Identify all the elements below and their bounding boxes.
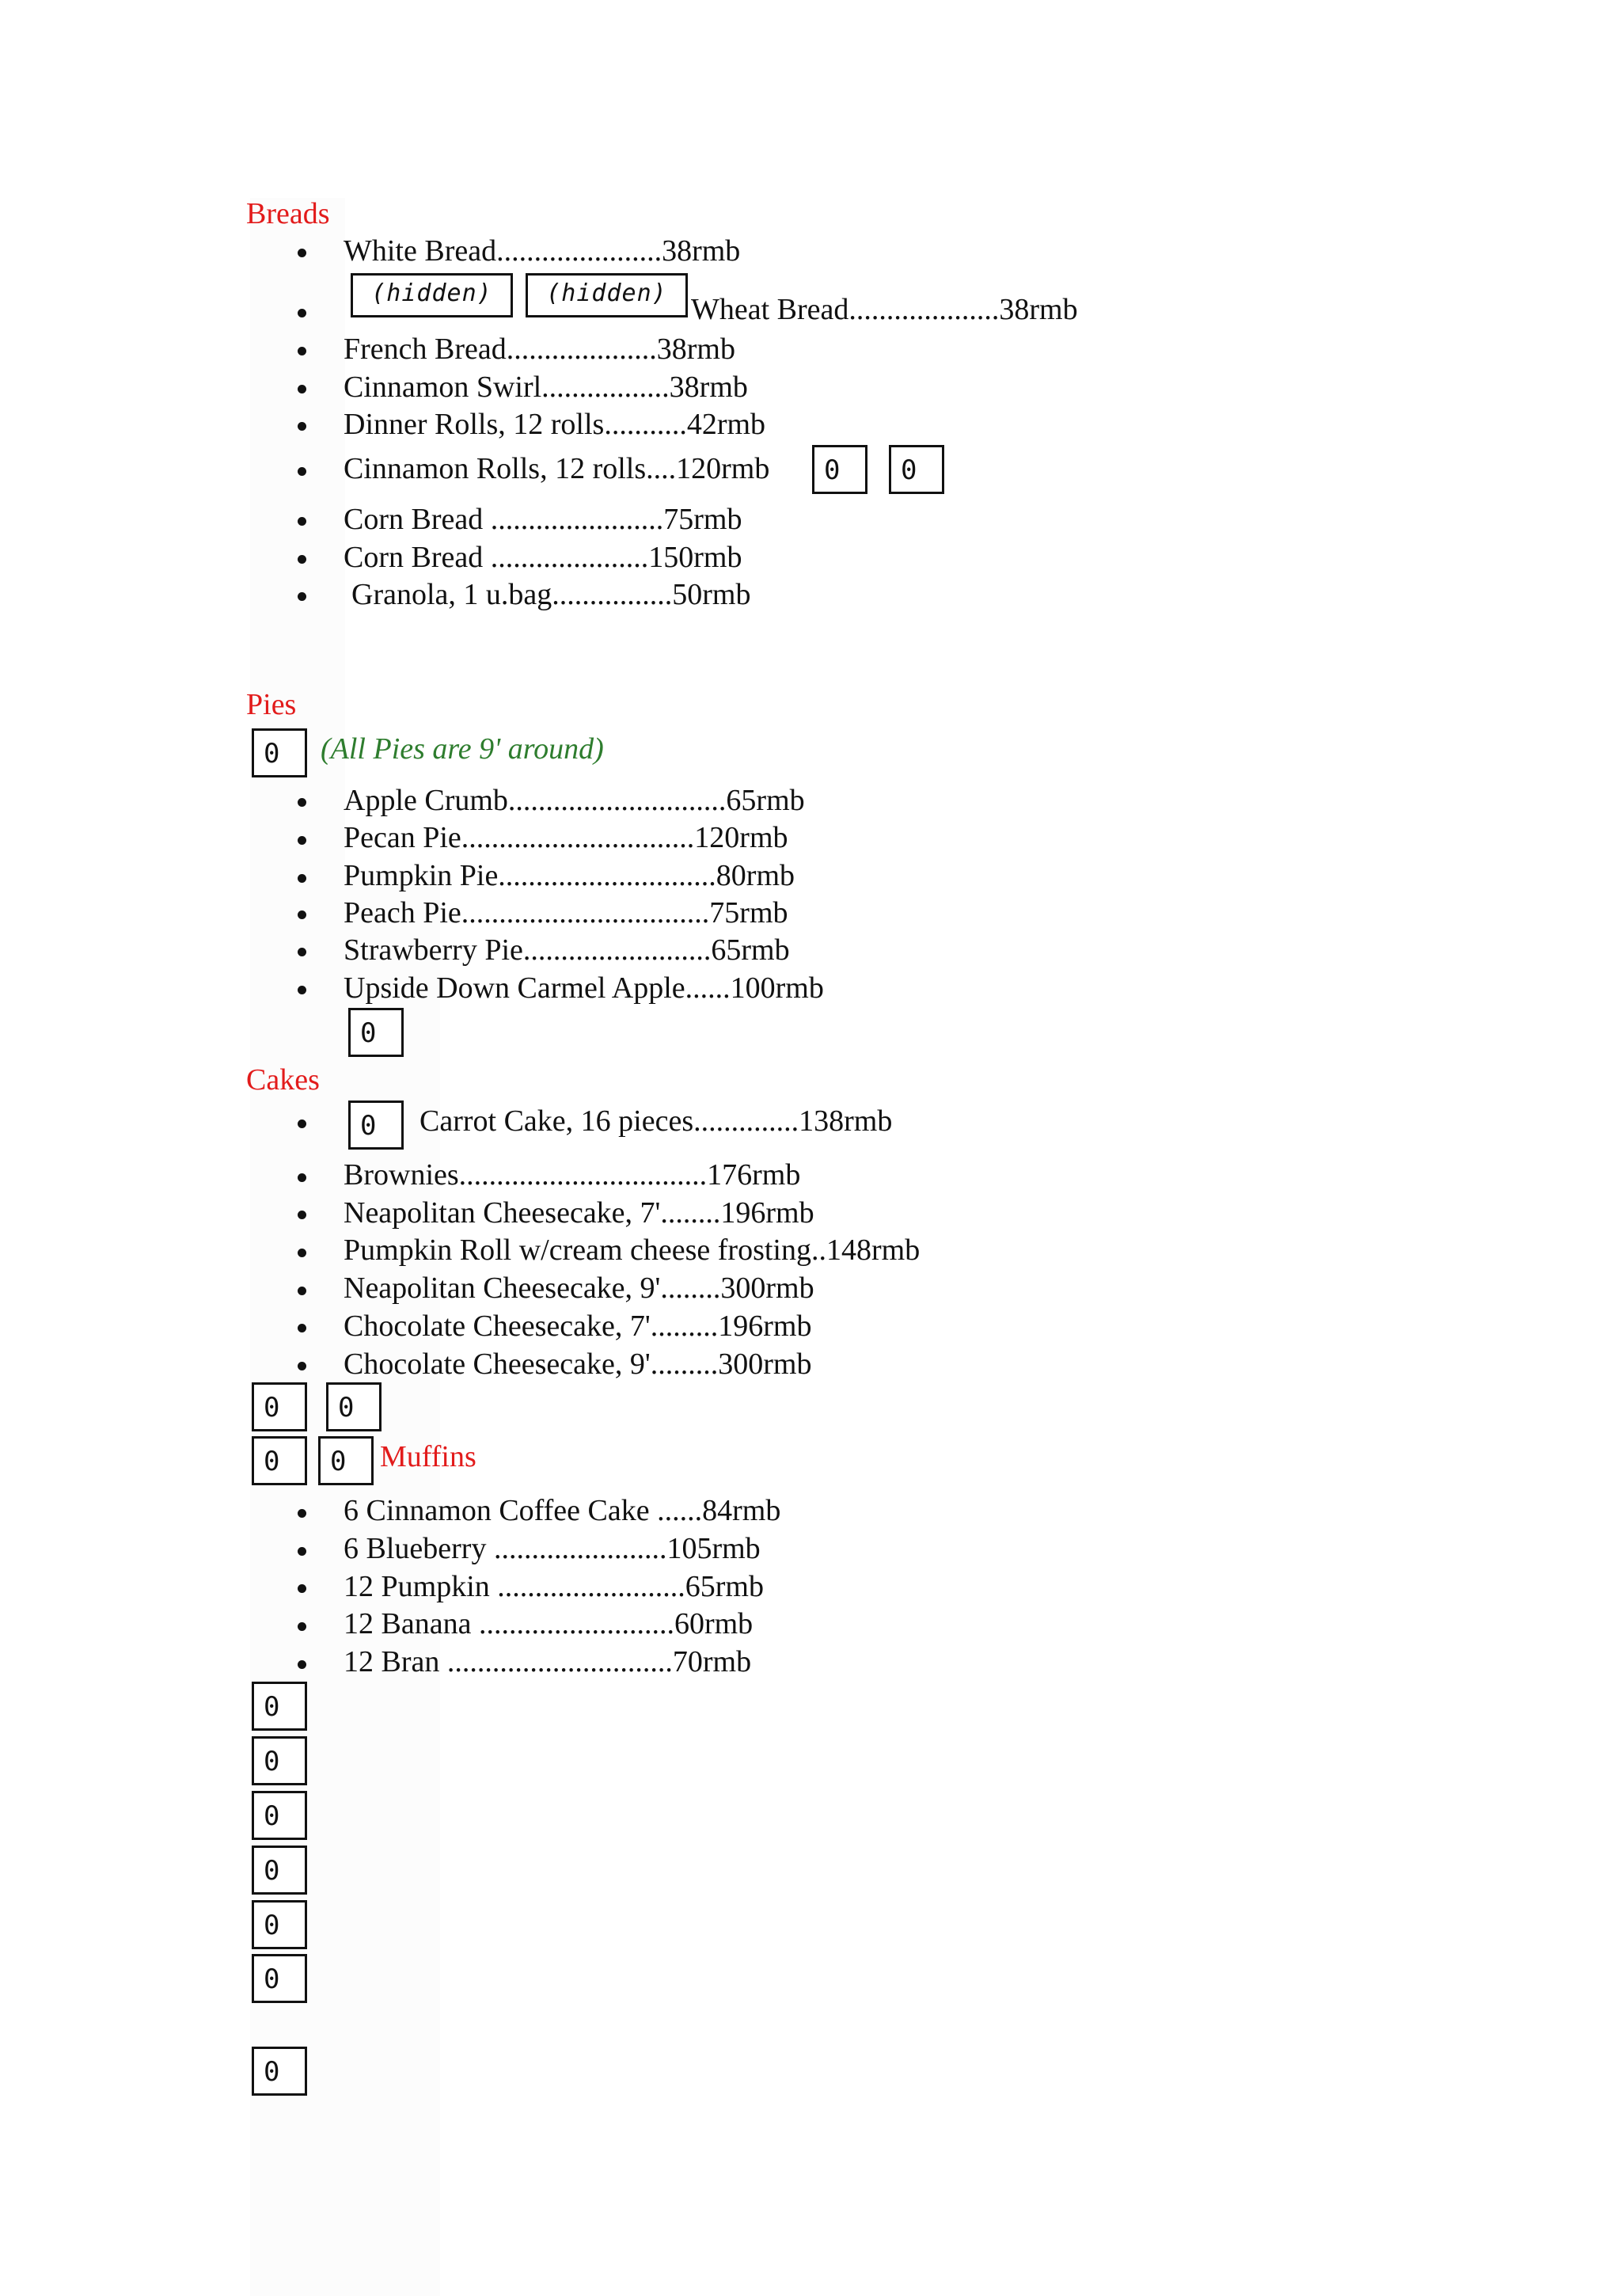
- bullet: [298, 517, 306, 526]
- bullet: [298, 347, 306, 355]
- pies-note: (All Pies are 9' around): [321, 732, 604, 766]
- muffin-item-cinnamon-coffee-cake: 6 Cinnamon Coffee Cake ......84rmb: [344, 1494, 781, 1527]
- bread-item-cinnamon-swirl: Cinnamon Swirl.................38rmb: [344, 371, 748, 404]
- muffin-item-pumpkin: 12 Pumpkin .........................65rmb: [344, 1570, 764, 1603]
- quantity-box[interactable]: 0: [348, 1008, 404, 1057]
- cake-item-neapolitan-7: Neapolitan Cheesecake, 7'........196rmb: [344, 1196, 814, 1230]
- bullet: [298, 309, 306, 317]
- muffin-item-blueberry: 6 Blueberry .......................105rmb: [344, 1532, 761, 1565]
- bread-item-white: White Bread......................38rmb: [344, 234, 741, 268]
- pie-item-strawberry: Strawberry Pie.........................65rmb: [344, 933, 790, 967]
- bullet: [298, 1547, 306, 1556]
- bullet: [298, 249, 306, 257]
- quantity-box[interactable]: 0: [812, 445, 867, 494]
- bread-item-wheat: Wheat Bread....................38rmb: [691, 293, 1078, 326]
- muffins-heading: Muffins: [380, 1440, 476, 1473]
- bullet: [298, 874, 306, 883]
- quantity-box[interactable]: 0: [889, 445, 944, 494]
- muffin-item-banana: 12 Banana ..........................60rmb: [344, 1607, 754, 1640]
- quantity-box[interactable]: 0: [252, 1846, 307, 1895]
- bullet: [298, 422, 306, 431]
- bullet: [298, 467, 306, 476]
- hidden-field[interactable]: (hidden): [351, 273, 513, 317]
- bullet: [298, 1509, 306, 1518]
- quantity-box[interactable]: 0: [252, 1736, 307, 1785]
- bullet: [298, 1324, 306, 1332]
- cake-item-brownies: Brownies.................................176rmb: [344, 1158, 801, 1192]
- bullet: [298, 1173, 306, 1182]
- quantity-box[interactable]: 0: [252, 1791, 307, 1840]
- quantity-box[interactable]: 0: [252, 1954, 307, 2003]
- bullet: [298, 385, 306, 393]
- pie-item-pecan: Pecan Pie...............................120rmb: [344, 821, 788, 854]
- bullet: [298, 1584, 306, 1593]
- bullet: [298, 1119, 306, 1128]
- bullet: [298, 592, 306, 601]
- pie-item-pumpkin: Pumpkin Pie.............................80rmb: [344, 859, 795, 892]
- bullet: [298, 1249, 306, 1257]
- bullet: [298, 1660, 306, 1669]
- quantity-box[interactable]: 0: [252, 1682, 307, 1731]
- hidden-field[interactable]: (hidden): [526, 273, 688, 317]
- bread-item-dinner-rolls: Dinner Rolls, 12 rolls...........42rmb: [344, 408, 766, 441]
- bread-item-french: French Bread....................38rmb: [344, 333, 735, 366]
- quantity-box[interactable]: 0: [318, 1436, 374, 1485]
- cakes-heading: Cakes: [246, 1063, 320, 1097]
- bullet: [298, 555, 306, 564]
- bullet: [298, 910, 306, 919]
- bullet: [298, 1622, 306, 1631]
- quantity-box[interactable]: 0: [326, 1382, 382, 1431]
- bullet: [298, 1211, 306, 1219]
- quantity-box[interactable]: 0: [252, 1382, 307, 1431]
- bullet: [298, 836, 306, 845]
- cake-item-chocolate-9: Chocolate Cheesecake, 9'.........300rmb: [344, 1348, 812, 1381]
- quantity-box[interactable]: 0: [252, 2047, 307, 2096]
- bullet: [298, 1287, 306, 1295]
- quantity-box[interactable]: 0: [252, 1900, 307, 1949]
- cake-item-carrot: Carrot Cake, 16 pieces..............138rmb: [419, 1104, 893, 1138]
- bread-item-cinnamon-rolls: Cinnamon Rolls, 12 rolls....120rmb: [344, 452, 770, 485]
- bullet: [298, 1362, 306, 1370]
- breads-heading: Breads: [246, 197, 330, 230]
- quantity-box[interactable]: 0: [252, 728, 307, 777]
- pie-item-peach: Peach Pie.................................75rmb: [344, 896, 788, 929]
- pies-heading: Pies: [246, 688, 297, 721]
- quantity-box[interactable]: 0: [348, 1100, 404, 1150]
- muffin-item-bran: 12 Bran ..............................70rmb: [344, 1645, 752, 1678]
- cake-item-chocolate-7: Chocolate Cheesecake, 7'.........196rmb: [344, 1310, 812, 1343]
- bread-item-corn-150: Corn Bread .....................150rmb: [344, 541, 742, 574]
- quantity-box[interactable]: 0: [252, 1436, 307, 1485]
- cake-item-neapolitan-9: Neapolitan Cheesecake, 9'........300rmb: [344, 1272, 814, 1305]
- pie-item-apple-crumb: Apple Crumb.............................65rmb: [344, 784, 805, 817]
- bullet: [298, 986, 306, 994]
- pie-item-upside-down-carmel-apple: Upside Down Carmel Apple......100rmb: [344, 971, 824, 1005]
- bullet: [298, 948, 306, 956]
- bullet: [298, 798, 306, 807]
- cake-item-pumpkin-roll: Pumpkin Roll w/cream cheese frosting..148rmb: [344, 1234, 921, 1267]
- bread-item-corn-75: Corn Bread .......................75rmb: [344, 503, 742, 536]
- bread-item-granola: Granola, 1 u.bag................50rmb: [351, 578, 751, 611]
